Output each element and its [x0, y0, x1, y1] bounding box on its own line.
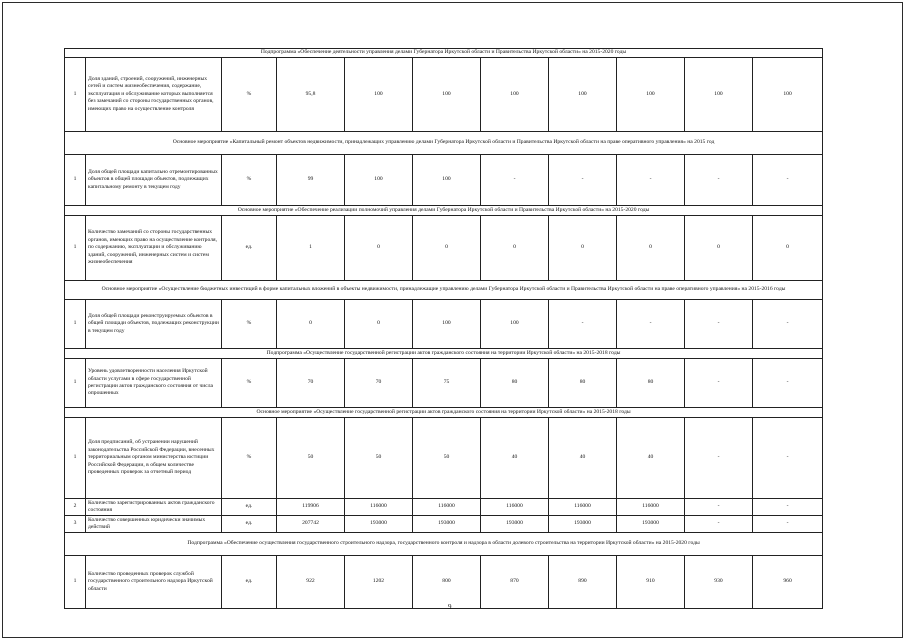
row-number-cell: 1 [65, 300, 86, 349]
indicator-table [64, 48, 823, 609]
row-number-cell: 1 [65, 359, 86, 408]
value-cell: 40 [549, 418, 617, 499]
value-cell: - [685, 155, 753, 206]
row-number-cell: 1 [65, 155, 86, 206]
value-cell: 50 [277, 418, 345, 499]
section-title: Основное мероприятие «Осуществление государственной регистрации актов гражданского состояния на территории Иркутской области» на 2015-2018 годы [65, 408, 823, 418]
table-row [65, 418, 823, 499]
section-title: Основное мероприятие «Обеспечение реализации полномочий управления делами Губернатора Иркутской области и Правительства Иркутской области» на 2015-2020 годы [65, 206, 823, 216]
value-cell: 99 [277, 155, 345, 206]
value-cell: 116000 [549, 499, 617, 516]
unit-cell: ед. [222, 556, 277, 609]
section-title: Подпрограмма «Обеспечение деятельности управления делами Губернатора Иркутской области и Правительства Иркутской области» на 2015-2020 годы [65, 49, 823, 58]
value-cell: - [753, 300, 823, 349]
value-cell: - [481, 155, 549, 206]
value-cell: 50 [413, 418, 481, 499]
value-cell: - [753, 516, 823, 533]
value-cell: - [549, 300, 617, 349]
indicator-name-cell: Доля предписаний, об устранении нарушений законодательства Российской Федерации, внесенных территориальным органом министерства юстиции Российской Федерации, в общем количестве проведенных проверок за отчетный период [86, 418, 222, 499]
table-row [65, 300, 823, 349]
value-cell: 193000 [413, 516, 481, 533]
table-row [65, 58, 823, 132]
value-cell: 870 [481, 556, 549, 609]
value-cell: - [549, 155, 617, 206]
value-cell: 100 [481, 300, 549, 349]
value-cell: - [685, 359, 753, 408]
value-cell: 116000 [481, 499, 549, 516]
indicator-name-cell: Количество совершенных юридически значимых действий [86, 516, 222, 533]
section-title: Основное мероприятие «Капитальный ремонт объектов недвижимости, принадлежащих управлению делами Губернатора Иркутской области и Правительства Иркутской области на праве оперативного управления» на 2015 год [65, 132, 823, 155]
value-cell: 800 [413, 556, 481, 609]
value-cell: 100 [753, 58, 823, 132]
section-header-row [65, 132, 823, 155]
value-cell: 100 [413, 155, 481, 206]
indicator-name-cell: Количество зарегистрированных актов гражданского состояния [86, 499, 222, 516]
value-cell: 0 [413, 216, 481, 281]
value-cell: 910 [617, 556, 685, 609]
row-number-cell: 1 [65, 418, 86, 499]
value-cell: 80 [617, 359, 685, 408]
row-number-cell: 1 [65, 216, 86, 281]
value-cell: 0 [753, 216, 823, 281]
section-header-row [65, 49, 823, 58]
value-cell: - [753, 155, 823, 206]
value-cell: 50 [345, 418, 413, 499]
value-cell: 100 [413, 58, 481, 132]
value-cell: 95,8 [277, 58, 345, 132]
value-cell: 930 [685, 556, 753, 609]
value-cell: 100 [413, 300, 481, 349]
table-row [65, 516, 823, 533]
row-number-cell: 1 [65, 556, 86, 609]
section-header-row [65, 408, 823, 418]
value-cell: 80 [481, 359, 549, 408]
value-cell: 70 [277, 359, 345, 408]
section-header-row [65, 349, 823, 359]
value-cell: 100 [345, 155, 413, 206]
row-number-cell: 3 [65, 516, 86, 533]
unit-cell: % [222, 58, 277, 132]
unit-cell: ед. [222, 216, 277, 281]
value-cell: 193000 [481, 516, 549, 533]
value-cell: - [685, 418, 753, 499]
unit-cell: % [222, 418, 277, 499]
page-number: 9 [448, 603, 452, 611]
indicator-name-cell: Количество замечаний со стороны государственных органов, имеющих право на осуществление контроля, по содержанию, эксплуатации и обслуживанию зданий, сооружений, инженерных систем и систем жизнеобеспечения [86, 216, 222, 281]
value-cell: 1 [277, 216, 345, 281]
table-row [65, 556, 823, 609]
value-cell: - [685, 516, 753, 533]
value-cell: 100 [345, 58, 413, 132]
value-cell: - [685, 300, 753, 349]
value-cell: 0 [685, 216, 753, 281]
value-cell: 207742 [277, 516, 345, 533]
value-cell: 0 [345, 300, 413, 349]
table-row [65, 499, 823, 516]
indicator-name-cell: Доля зданий, строений, сооружений, инженерных сетей и систем жизнеобеспечения, содержание, эксплуатация и обслуживание которых выполняется без замечаний со стороны государственных органов, имеющих право на осуществление контроля [86, 58, 222, 132]
value-cell: 193000 [345, 516, 413, 533]
table-body [65, 49, 823, 609]
indicator-name-cell: Доля общей площади капитально отремонтированных объектов в общей площади объектов, подлежащих капитальному ремонту в текущем году [86, 155, 222, 206]
value-cell: 193000 [549, 516, 617, 533]
value-cell: 922 [277, 556, 345, 609]
table-row [65, 216, 823, 281]
value-cell: - [617, 155, 685, 206]
value-cell: - [753, 359, 823, 408]
value-cell: 70 [345, 359, 413, 408]
section-title: Основное мероприятие «Осуществление бюджетных инвестиций в форме капитальных вложений в объекты недвижимости, принадлежащие управлению делами Губернатора Иркутской области и Правительства Иркутской области на праве оперативного управления» на 2015-2016 годы [65, 281, 823, 300]
unit-cell: ед. [222, 516, 277, 533]
indicator-name-cell: Доля общей площади реконструируемых объектов в общей площади объектов, подлежащих реконструкции в текущем году [86, 300, 222, 349]
value-cell: - [685, 499, 753, 516]
value-cell: 100 [617, 58, 685, 132]
value-cell: 75 [413, 359, 481, 408]
value-cell: 890 [549, 556, 617, 609]
value-cell: 100 [481, 58, 549, 132]
value-cell: 100 [549, 58, 617, 132]
value-cell: 0 [617, 216, 685, 281]
value-cell: 40 [481, 418, 549, 499]
value-cell: 193000 [617, 516, 685, 533]
value-cell: - [753, 499, 823, 516]
value-cell: 119906 [277, 499, 345, 516]
unit-cell: % [222, 155, 277, 206]
value-cell: 40 [617, 418, 685, 499]
value-cell: 1202 [345, 556, 413, 609]
table-row [65, 359, 823, 408]
indicator-name-cell: Количество проведенных проверок службой государственного строительного надзора Иркутской области [86, 556, 222, 609]
value-cell: 960 [753, 556, 823, 609]
value-cell: - [617, 300, 685, 349]
value-cell: - [753, 418, 823, 499]
unit-cell: % [222, 359, 277, 408]
value-cell: 0 [277, 300, 345, 349]
section-title: Подпрограмма «Обеспечение осуществления государственного строительного надзора, государственного контроля и надзора в области долевого строительства на территории Иркутской области» на 2015-2020 годы [65, 533, 823, 556]
value-cell: 116000 [617, 499, 685, 516]
section-title: Подпрограмма «Осуществление государственной регистрации актов гражданского состояния на территории Иркутской области» на 2015-2018 годы [65, 349, 823, 359]
section-header-row [65, 533, 823, 556]
table-row [65, 155, 823, 206]
value-cell: 0 [481, 216, 549, 281]
value-cell: 116000 [413, 499, 481, 516]
section-header-row [65, 206, 823, 216]
row-number-cell: 2 [65, 499, 86, 516]
value-cell: 80 [549, 359, 617, 408]
value-cell: 100 [685, 58, 753, 132]
row-number-cell: 1 [65, 58, 86, 132]
value-cell: 0 [345, 216, 413, 281]
indicator-name-cell: Уровень удовлетворенности населения Иркутской области услугами в сфере государственной регистрации актов гражданского состояния от числа опрошенных [86, 359, 222, 408]
unit-cell: ед. [222, 499, 277, 516]
unit-cell: % [222, 300, 277, 349]
value-cell: 116000 [345, 499, 413, 516]
section-header-row [65, 281, 823, 300]
value-cell: 0 [549, 216, 617, 281]
